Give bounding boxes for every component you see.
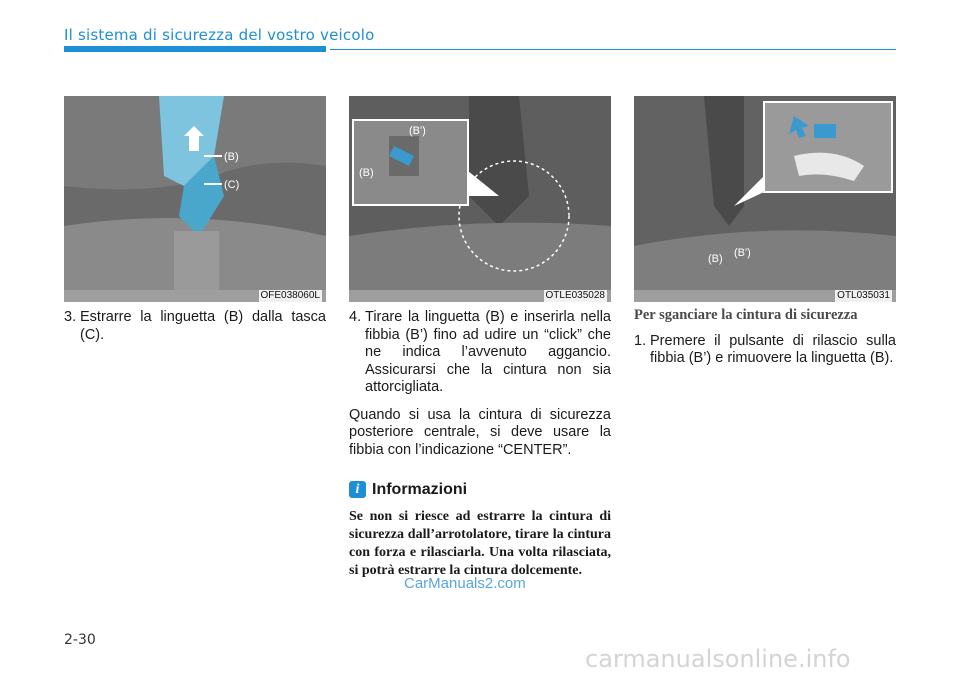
photo-illustration — [634, 96, 896, 302]
step-text: Premere il pulsante di rilascio sulla fibbia (B’) e rimuovere la linguetta (B). — [650, 332, 896, 366]
info-heading — [349, 481, 611, 499]
step-number: 4. — [349, 309, 362, 325]
page-number: 2-30 — [64, 632, 96, 648]
info-title: Informazioni — [372, 481, 468, 498]
step-1 — [634, 333, 896, 368]
photo-illustration — [64, 96, 326, 302]
photo-code: OTLE035028 — [545, 290, 605, 301]
step-text: Tirare la linguetta (B) e inserirla nella fibbia (B’) fino ad udire un “click” che ne indica l’avvenuto aggancio. Assicurarsi che la cintura non sia attorcigliata. — [365, 309, 611, 395]
photo-release-buckle — [634, 96, 896, 302]
photo-belt-tongue-pocket — [64, 96, 326, 302]
photo-code: OFE038060L — [260, 290, 320, 301]
photo-label-b: (B) — [359, 167, 374, 179]
step-number: 1. — [634, 332, 647, 349]
photo-insert-buckle — [349, 96, 611, 302]
section-header-title: Il sistema di sicurezza del vostro veicolo — [64, 26, 375, 44]
photo-label-b: (B) — [708, 253, 723, 265]
header-rule-thick — [64, 46, 326, 52]
photo-label-b-prime: (B') — [409, 125, 426, 137]
step-3 — [64, 309, 326, 344]
step-4 — [349, 309, 611, 397]
step-number: 3. — [64, 309, 77, 325]
photo-label-b-prime: (B') — [734, 247, 751, 259]
column-1 — [64, 309, 326, 344]
step-text: Estrarre la linguetta (B) dalla tasca (C). — [80, 309, 326, 343]
watermark-link[interactable]: CarManuals2.com — [404, 575, 526, 592]
release-subtitle: Per sganciare la cintura di sicurezza — [634, 307, 858, 323]
center-buckle-paragraph: Quando si usa la cintura di sicurezza posteriore centrale, si deve usare la fibbia con l’indicazione “CENTER”. — [349, 406, 611, 458]
header-rule-thin — [330, 49, 896, 50]
photo-label-b: (B) — [224, 151, 239, 163]
photo-label-c: (C) — [224, 179, 240, 191]
photo-illustration — [349, 96, 611, 302]
info-text: Se non si riesce ad estrarre la cintura di sicurezza dall’arrotolatore, tirare la cintura con forza e rilasciarla. Una volta rilasciata, si potrà estrarre la cintura dolcemente. — [349, 508, 611, 578]
column-3 — [634, 307, 896, 368]
info-icon: i — [349, 481, 366, 498]
column-2 — [349, 309, 611, 580]
photo-code: OTL035031 — [837, 290, 890, 301]
site-watermark: carmanualsonline.info — [585, 645, 851, 673]
